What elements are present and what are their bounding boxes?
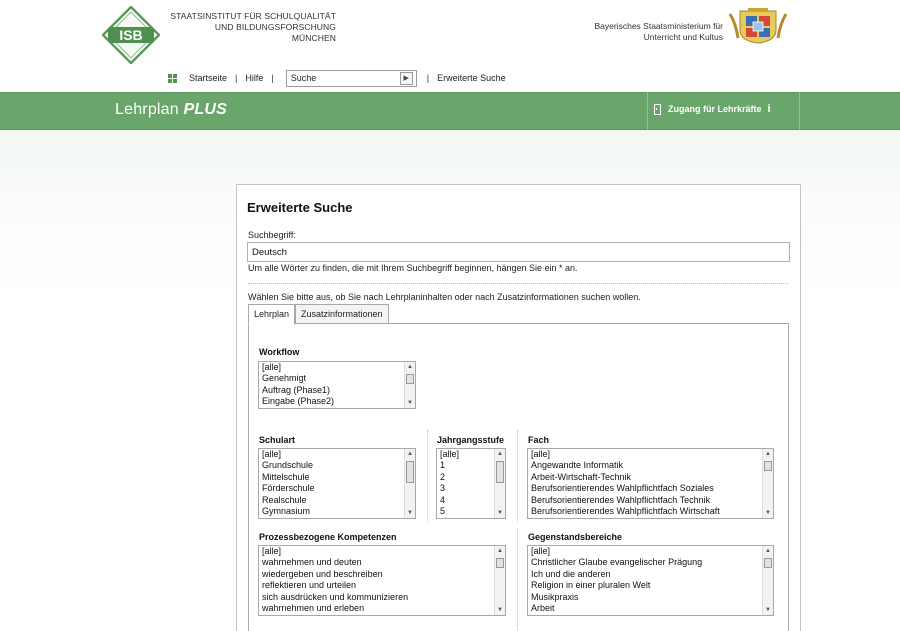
- scrollbar[interactable]: [404, 362, 415, 408]
- ministry-name-line: Bayerisches Staatsministerium für: [594, 21, 723, 31]
- list-item[interactable]: Arbeit: [531, 603, 555, 614]
- ministry-name: [560, 21, 723, 43]
- divider: [248, 283, 788, 284]
- nav-separator: |: [271, 73, 274, 83]
- schulart-select[interactable]: [258, 448, 416, 519]
- list-item[interactable]: [alle]: [531, 449, 551, 459]
- scroll-down-icon[interactable]: ▼: [765, 510, 771, 516]
- scroll-up-icon[interactable]: ▲: [407, 451, 413, 457]
- list-item[interactable]: Auftrag (Phase1): [262, 384, 331, 395]
- scroll-thumb[interactable]: [406, 461, 414, 483]
- scroll-up-icon[interactable]: ▲: [497, 451, 503, 457]
- isb-institute-name: [166, 11, 336, 44]
- isb-name-line: MÜNCHEN: [291, 33, 336, 43]
- nav-separator: |: [235, 73, 238, 83]
- teacher-access-label: Zugang für Lehrkräfte: [668, 104, 762, 114]
- list-item[interactable]: Christlicher Glaube evangelischer Prägung: [531, 557, 703, 568]
- kompetenzen-title: Prozessbezogene Kompetenzen: [259, 532, 397, 542]
- column-divider: [427, 430, 428, 522]
- arrow-right-icon[interactable]: ▶: [400, 72, 413, 85]
- scroll-down-icon[interactable]: ▼: [765, 607, 771, 613]
- list-item[interactable]: Realschule: [262, 494, 307, 505]
- list-item[interactable]: Mittelschule: [262, 471, 310, 482]
- nav-erweiterte-suche-link[interactable]: Erweiterte Suche: [437, 73, 506, 83]
- scroll-down-icon[interactable]: ▼: [407, 400, 413, 406]
- list-item[interactable]: [alle]: [262, 362, 282, 372]
- door-icon: [654, 104, 661, 115]
- isb-logo-text: ISB: [119, 27, 143, 43]
- scrollbar[interactable]: [762, 546, 773, 615]
- search-hint: Um alle Wörter zu finden, die mit Ihrem Suchbegriff beginnen, hängen Sie ein * an.: [248, 263, 578, 273]
- scroll-thumb[interactable]: [496, 558, 504, 568]
- scroll-down-icon[interactable]: ▼: [497, 607, 503, 613]
- scroll-thumb[interactable]: [764, 558, 772, 568]
- top-navigation: [168, 70, 506, 86]
- list-item[interactable]: reflektieren und urteilen: [262, 580, 357, 591]
- quick-search: [286, 70, 417, 87]
- info-icon[interactable]: i: [767, 103, 771, 115]
- nav-separator: |: [426, 73, 430, 83]
- grid-icon[interactable]: [168, 74, 177, 83]
- brand-title[interactable]: [115, 101, 227, 119]
- scroll-thumb[interactable]: [406, 374, 414, 384]
- list-item[interactable]: [alle]: [262, 449, 282, 459]
- list-item[interactable]: Angewandte Informatik: [531, 460, 624, 471]
- jahrgangsstufe-select[interactable]: [436, 448, 506, 519]
- bar-divider: [799, 92, 800, 130]
- list-item[interactable]: 4: [440, 494, 446, 505]
- nav-hilfe-link[interactable]: Hilfe: [245, 73, 264, 83]
- page-title: Erweiterte Suche: [247, 200, 353, 215]
- list-item[interactable]: Berufsorientierendes Wahlpflichtfach Soziales: [531, 483, 714, 494]
- list-item[interactable]: wahrnehmen und erleben: [262, 603, 365, 614]
- search-term-label: Suchbegriff:: [248, 230, 296, 240]
- list-item[interactable]: 5: [440, 506, 446, 517]
- scroll-up-icon[interactable]: ▲: [407, 364, 413, 370]
- site-header: [0, 0, 900, 92]
- fach-title: Fach: [528, 435, 550, 445]
- column-divider: [517, 430, 518, 522]
- choose-instruction: Wählen Sie bitte aus, ob Sie nach Lehrplaninhalten oder nach Zusatzinformationen suchen wollen.: [248, 292, 641, 302]
- nav-startseite-link[interactable]: Startseite: [189, 73, 228, 83]
- tab-zusatzinformationen[interactable]: Zusatzinformationen: [295, 304, 389, 324]
- bar-divider: [647, 92, 648, 130]
- schulart-title: Schulart: [259, 435, 296, 445]
- gegenstand-title: Gegenstandsbereiche: [528, 532, 623, 542]
- list-item[interactable]: Ich und die anderen: [531, 568, 611, 579]
- list-item[interactable]: [alle]: [440, 449, 460, 459]
- gegenstand-select[interactable]: [527, 545, 774, 616]
- fach-select[interactable]: [527, 448, 774, 519]
- isb-name-line: STAATSINSTITUT FÜR SCHULQUALITÄT: [170, 11, 336, 21]
- scroll-up-icon[interactable]: ▲: [765, 548, 771, 554]
- list-item[interactable]: Musikpraxis: [531, 591, 579, 602]
- list-item[interactable]: Genehmigt: [262, 373, 307, 384]
- jahrgangsstufe-title: Jahrgangsstufe: [437, 435, 505, 445]
- teacher-access-link[interactable]: [654, 103, 771, 115]
- list-item[interactable]: Förderschule: [262, 483, 315, 494]
- list-item[interactable]: wiedergeben und beschreiben: [262, 568, 383, 579]
- scrollbar[interactable]: [404, 449, 415, 518]
- list-item[interactable]: Arbeit-Wirtschaft-Technik: [531, 471, 632, 482]
- list-item[interactable]: Grundschule: [262, 460, 314, 471]
- list-item[interactable]: 3: [440, 483, 446, 494]
- isb-logo[interactable]: [102, 6, 160, 64]
- list-item[interactable]: sich ausdrücken und kommunizieren: [262, 591, 409, 602]
- list-item[interactable]: 2: [440, 471, 446, 482]
- list-item[interactable]: wahrnehmen und deuten: [262, 557, 362, 568]
- workflow-title: Workflow: [259, 347, 300, 357]
- list-item[interactable]: [alle]: [531, 546, 551, 556]
- scroll-down-icon[interactable]: ▼: [407, 510, 413, 516]
- scrollbar[interactable]: [762, 449, 773, 518]
- search-term-input[interactable]: [247, 242, 790, 262]
- quick-search-input[interactable]: [287, 71, 399, 86]
- scroll-up-icon[interactable]: ▲: [497, 548, 503, 554]
- list-item[interactable]: Berufsorientierendes Wahlpflichtfach Technik: [531, 494, 711, 505]
- isb-name-line: UND BILDUNGSFORSCHUNG: [214, 22, 336, 32]
- scrollbar[interactable]: [494, 546, 505, 615]
- column-divider: [517, 528, 518, 631]
- brand-bold: PLUS: [183, 101, 228, 118]
- list-item[interactable]: Gymnasium: [262, 506, 311, 517]
- list-item[interactable]: Religion in einer pluralen Welt: [531, 580, 651, 591]
- kompetenzen-select[interactable]: [258, 545, 506, 616]
- brand-prefix: Lehrplan: [115, 101, 179, 118]
- list-item[interactable]: Eingabe (Phase2): [262, 396, 335, 407]
- ministry-name-line: Unterricht und Kultus: [643, 32, 723, 42]
- scroll-down-icon[interactable]: ▼: [497, 510, 503, 516]
- bavarian-crest-icon[interactable]: [728, 8, 788, 44]
- scroll-thumb[interactable]: [496, 461, 504, 483]
- scroll-thumb[interactable]: [764, 461, 772, 471]
- list-item[interactable]: 1: [440, 460, 446, 471]
- list-item[interactable]: Berufsorientierendes Wahlpflichtfach Wirtschaft: [531, 506, 720, 517]
- tab-lehrplan[interactable]: Lehrplan: [248, 304, 295, 325]
- list-item[interactable]: [alle]: [262, 546, 282, 556]
- scrollbar[interactable]: [494, 449, 505, 518]
- workflow-select[interactable]: [258, 361, 416, 409]
- scroll-up-icon[interactable]: ▲: [765, 451, 771, 457]
